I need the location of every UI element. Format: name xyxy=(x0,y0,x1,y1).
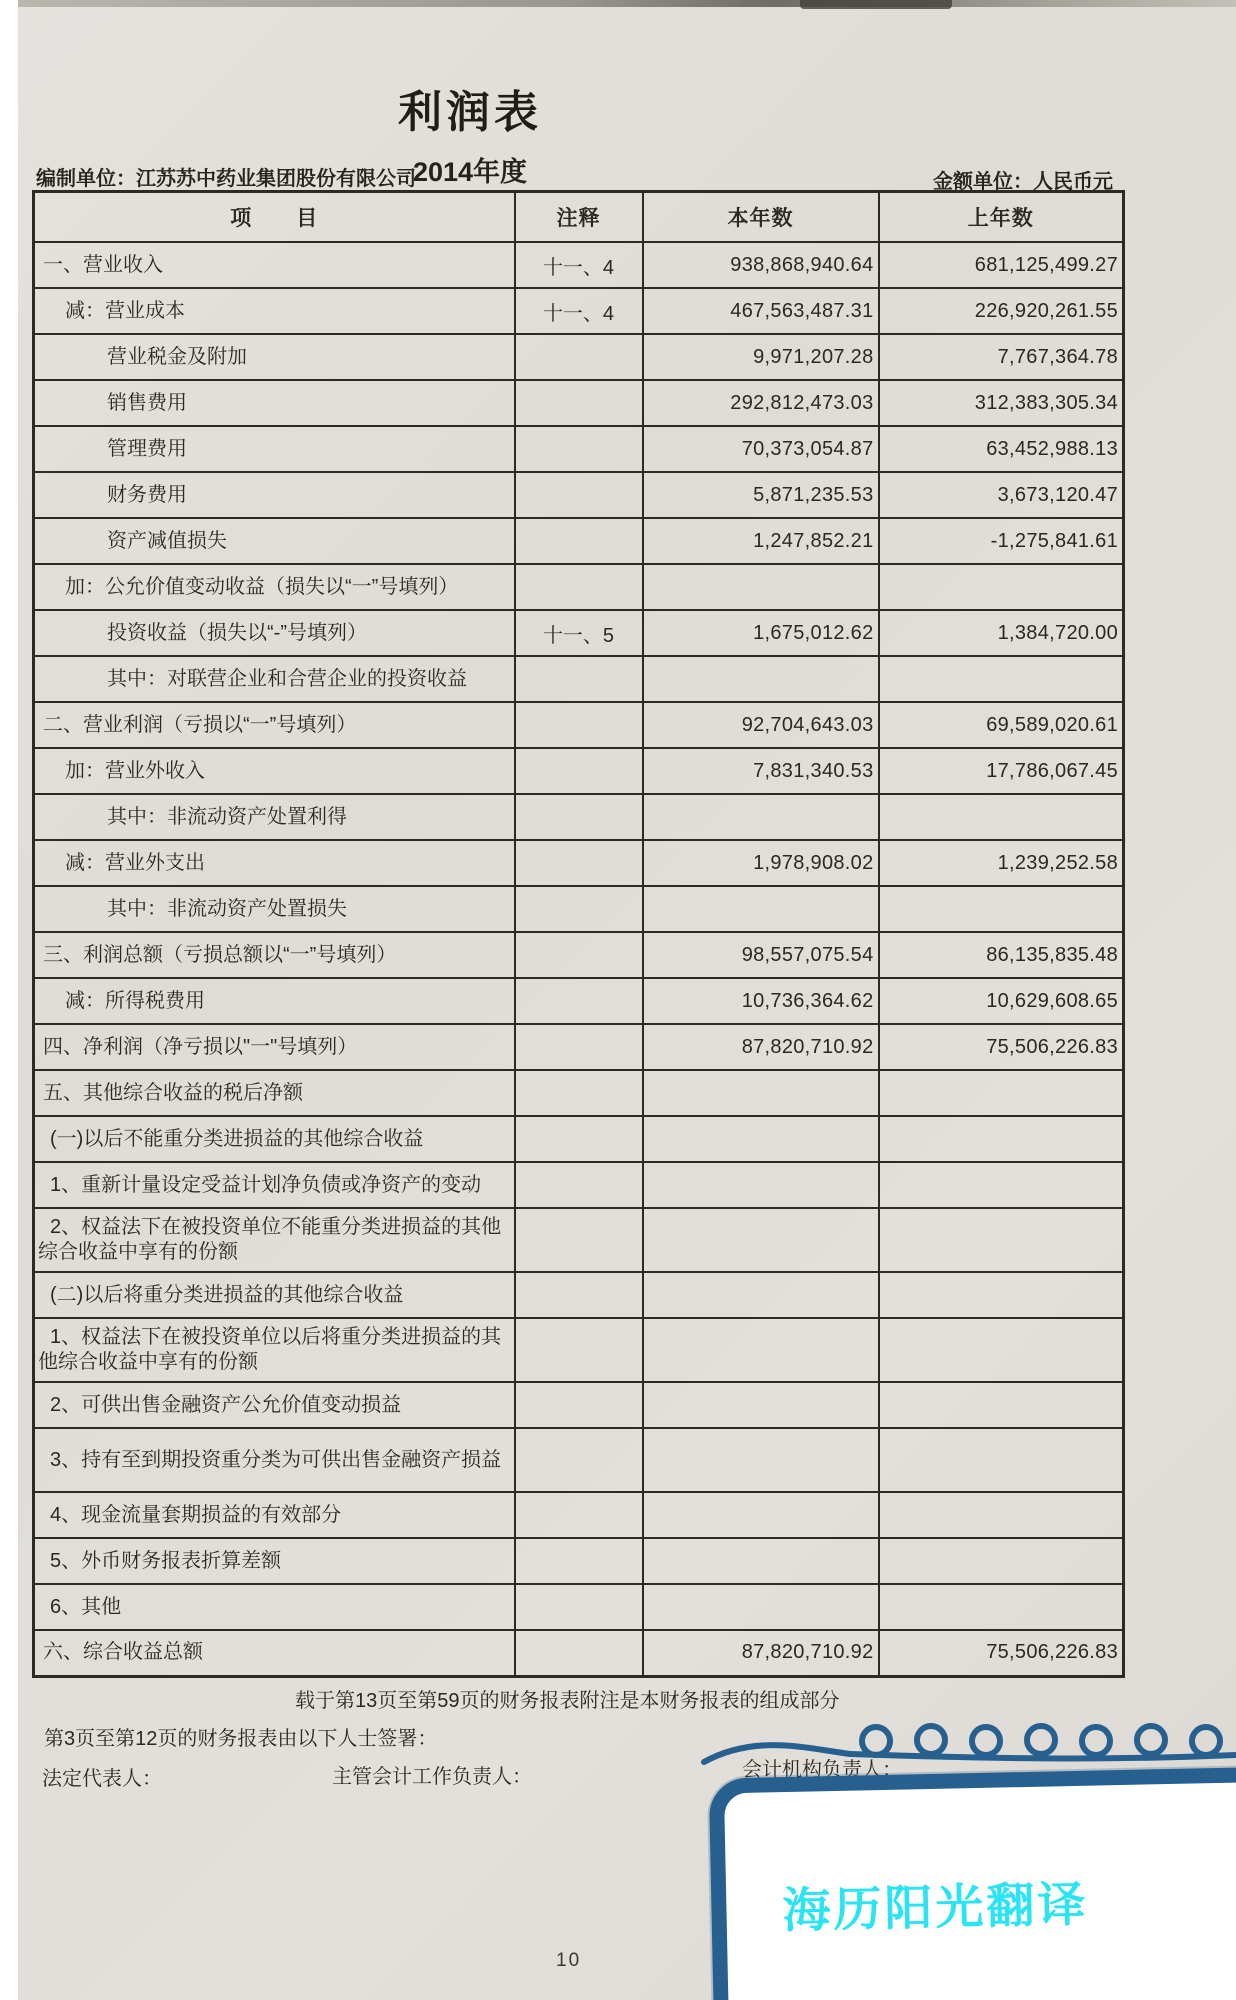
current-year-cell: 1,247,852.21 xyxy=(643,518,879,564)
footnote-attachment: 载于第13页至第59页的财务报表附注是本财务报表的组成部分 xyxy=(295,1690,840,1712)
item-cell: 减：营业外支出 xyxy=(34,840,515,886)
prior-year-cell xyxy=(879,794,1124,840)
note-cell xyxy=(515,564,643,610)
current-year-cell xyxy=(643,1070,879,1116)
translation-stamp-bubble xyxy=(709,1765,1236,2000)
table-row xyxy=(34,978,1124,1024)
prior-year-cell: 1,239,252.58 xyxy=(879,840,1124,886)
item-cell: 销售费用 xyxy=(34,380,515,426)
table-row xyxy=(34,564,1124,610)
current-year-cell xyxy=(643,1162,879,1208)
item-cell: 一、营业收入 xyxy=(34,242,515,288)
table-row xyxy=(34,610,1124,656)
prior-year-cell xyxy=(879,1208,1124,1272)
table-row xyxy=(34,1070,1124,1116)
footnote-signers: 第3页至第12页的财务报表由以下人士签署： xyxy=(44,1728,438,1750)
item-cell: 减：所得税费用 xyxy=(34,978,515,1024)
table-row xyxy=(34,1492,1124,1538)
current-year-cell xyxy=(643,564,879,610)
current-year-cell: 467,563,487.31 xyxy=(643,288,879,334)
table-row xyxy=(34,1272,1124,1318)
table-row xyxy=(34,1162,1124,1208)
current-year-cell xyxy=(643,1318,879,1382)
current-year-cell: 92,704,643.03 xyxy=(643,702,879,748)
note-cell xyxy=(515,1492,643,1538)
prior-year-cell xyxy=(879,1538,1124,1584)
note-cell xyxy=(515,702,643,748)
prior-year-cell xyxy=(879,1382,1124,1428)
note-cell: 十一、5 xyxy=(515,610,643,656)
table-row xyxy=(34,288,1124,334)
table-row xyxy=(34,1584,1124,1630)
item-cell: 管理费用 xyxy=(34,426,515,472)
table-row xyxy=(34,242,1124,288)
table-row xyxy=(34,1208,1124,1272)
table-row xyxy=(34,1116,1124,1162)
prior-year-cell: 75,506,226.83 xyxy=(879,1630,1124,1676)
note-cell xyxy=(515,1272,643,1318)
current-year-cell: 87,820,710.92 xyxy=(643,1630,879,1676)
document-period: 2014年度 xyxy=(412,157,528,187)
note-cell xyxy=(515,334,643,380)
accounting-department-head-label: 会计机构负责人： xyxy=(742,1759,902,1781)
current-year-cell: 87,820,710.92 xyxy=(643,1024,879,1070)
note-cell xyxy=(515,1538,643,1584)
currency-unit: 金额单位：人民币元 xyxy=(933,171,1113,193)
table-row xyxy=(34,794,1124,840)
table-row xyxy=(34,334,1124,380)
table-header-row xyxy=(34,192,1124,243)
item-cell: 三、利润总额（亏损总额以“一”号填列） xyxy=(34,932,515,978)
item-cell: 1、权益法下在被投资单位以后将重分类进损益的其他综合收益中享有的份额 xyxy=(34,1318,515,1382)
prior-year-cell: 17,786,067.45 xyxy=(879,748,1124,794)
prior-year-cell: 3,673,120.47 xyxy=(879,472,1124,518)
prior-year-cell: 63,452,988.13 xyxy=(879,426,1124,472)
table-row xyxy=(34,1318,1124,1382)
prior-year-cell xyxy=(879,1318,1124,1382)
item-cell: 五、其他综合收益的税后净额 xyxy=(34,1070,515,1116)
item-cell: 4、现金流量套期损益的有效部分 xyxy=(34,1492,515,1538)
prior-year-cell xyxy=(879,1070,1124,1116)
item-cell: 其中：非流动资产处置利得 xyxy=(34,794,515,840)
note-cell xyxy=(515,886,643,932)
header-item: 项 目 xyxy=(34,192,515,243)
header-current-year: 本年数 xyxy=(643,192,879,243)
scan-top-edge-mark xyxy=(800,0,952,9)
note-cell xyxy=(515,794,643,840)
item-cell: 营业税金及附加 xyxy=(34,334,515,380)
legal-representative-label: 法定代表人： xyxy=(42,1768,162,1790)
current-year-cell: 1,978,908.02 xyxy=(643,840,879,886)
header-note: 注释 xyxy=(515,192,643,243)
item-cell: 6、其他 xyxy=(34,1584,515,1630)
current-year-cell: 1,675,012.62 xyxy=(643,610,879,656)
table-row xyxy=(34,426,1124,472)
current-year-cell: 7,831,340.53 xyxy=(643,748,879,794)
current-year-cell xyxy=(643,656,879,702)
income-statement-table xyxy=(32,190,1125,1678)
current-year-cell xyxy=(643,1272,879,1318)
prior-year-cell: -1,275,841.61 xyxy=(879,518,1124,564)
note-cell: 十一、4 xyxy=(515,242,643,288)
current-year-cell xyxy=(643,1382,879,1428)
prior-year-cell: 86,135,835.48 xyxy=(879,932,1124,978)
table-row xyxy=(34,1428,1124,1492)
prior-year-cell xyxy=(879,1428,1124,1492)
current-year-cell: 292,812,473.03 xyxy=(643,380,879,426)
table-row xyxy=(34,380,1124,426)
note-cell xyxy=(515,1208,643,1272)
income-statement-body xyxy=(34,242,1124,1676)
table-row xyxy=(34,472,1124,518)
item-cell: 2、可供出售金融资产公允价值变动损益 xyxy=(34,1382,515,1428)
table-row xyxy=(34,748,1124,794)
current-year-cell: 98,557,075.54 xyxy=(643,932,879,978)
table-row xyxy=(34,1024,1124,1070)
item-cell: 其中：对联营企业和合营企业的投资收益 xyxy=(34,656,515,702)
prepared-by: 编制单位：江苏苏中药业集团股份有限公司 xyxy=(36,168,416,190)
table-row xyxy=(34,518,1124,564)
current-year-cell: 10,736,364.62 xyxy=(643,978,879,1024)
current-year-cell xyxy=(643,1208,879,1272)
item-cell: 3、持有至到期投资重分类为可供出售金融资产损益 xyxy=(34,1428,515,1492)
chief-accounting-officer-label: 主管会计工作负责人： xyxy=(332,1766,532,1788)
item-cell: (一)以后不能重分类进损益的其他综合收益 xyxy=(34,1116,515,1162)
current-year-cell: 9,971,207.28 xyxy=(643,334,879,380)
item-cell: 2、权益法下在被投资单位不能重分类进损益的其他综合收益中享有的份额 xyxy=(34,1208,515,1272)
note-cell xyxy=(515,840,643,886)
current-year-cell: 938,868,940.64 xyxy=(643,242,879,288)
translation-stamp-text: 海历阳光翻译 xyxy=(781,1878,1090,1939)
item-cell: 投资收益（损失以“-”号填列） xyxy=(34,610,515,656)
item-cell: 财务费用 xyxy=(34,472,515,518)
current-year-cell xyxy=(643,1428,879,1492)
table-row xyxy=(34,1382,1124,1428)
table-row xyxy=(34,702,1124,748)
item-cell: 四、净利润（净亏损以"一"号填列） xyxy=(34,1024,515,1070)
prior-year-cell xyxy=(879,1272,1124,1318)
note-cell xyxy=(515,426,643,472)
table-row xyxy=(34,840,1124,886)
note-cell xyxy=(515,1382,643,1428)
note-cell xyxy=(515,978,643,1024)
note-cell xyxy=(515,748,643,794)
current-year-cell xyxy=(643,886,879,932)
document-title: 利润表 xyxy=(398,88,542,137)
item-cell: 二、营业利润（亏损以“一”号填列） xyxy=(34,702,515,748)
prior-year-cell: 10,629,608.65 xyxy=(879,978,1124,1024)
item-cell: 六、综合收益总额 xyxy=(34,1630,515,1676)
prior-year-cell xyxy=(879,1492,1124,1538)
prior-year-cell: 681,125,499.27 xyxy=(879,242,1124,288)
current-year-cell: 5,871,235.53 xyxy=(643,472,879,518)
prior-year-cell xyxy=(879,1116,1124,1162)
note-cell xyxy=(515,1630,643,1676)
current-year-cell: 70,373,054.87 xyxy=(643,426,879,472)
note-cell xyxy=(515,518,643,564)
page-number: 10 xyxy=(556,1950,582,1971)
doodle-curl-icon xyxy=(700,1714,1236,1774)
item-cell: 资产减值损失 xyxy=(34,518,515,564)
note-cell: 十一、4 xyxy=(515,288,643,334)
scan-top-edge-shadow xyxy=(18,0,1236,7)
prior-year-cell xyxy=(879,564,1124,610)
item-cell: 1、重新计量设定受益计划净负债或净资产的变动 xyxy=(34,1162,515,1208)
item-cell: 5、外币财务报表折算差额 xyxy=(34,1538,515,1584)
item-cell: 其中：非流动资产处置损失 xyxy=(34,886,515,932)
note-cell xyxy=(515,1584,643,1630)
table-row xyxy=(34,932,1124,978)
note-cell xyxy=(515,1318,643,1382)
note-cell xyxy=(515,656,643,702)
note-cell xyxy=(515,1116,643,1162)
prior-year-cell xyxy=(879,656,1124,702)
current-year-cell xyxy=(643,1492,879,1538)
note-cell xyxy=(515,932,643,978)
current-year-cell xyxy=(643,794,879,840)
note-cell xyxy=(515,472,643,518)
note-cell xyxy=(515,1024,643,1070)
prior-year-cell: 7,767,364.78 xyxy=(879,334,1124,380)
item-cell: (二)以后将重分类进损益的其他综合收益 xyxy=(34,1272,515,1318)
note-cell xyxy=(515,1162,643,1208)
item-cell: 加：公允价值变动收益（损失以“一”号填列） xyxy=(34,564,515,610)
current-year-cell xyxy=(643,1538,879,1584)
prior-year-cell xyxy=(879,1584,1124,1630)
table-row xyxy=(34,886,1124,932)
note-cell xyxy=(515,1070,643,1116)
prior-year-cell: 75,506,226.83 xyxy=(879,1024,1124,1070)
table-row xyxy=(34,1538,1124,1584)
item-cell: 加：营业外收入 xyxy=(34,748,515,794)
current-year-cell xyxy=(643,1584,879,1630)
table-row xyxy=(34,1630,1124,1676)
prior-year-cell xyxy=(879,1162,1124,1208)
current-year-cell xyxy=(643,1116,879,1162)
prior-year-cell: 1,384,720.00 xyxy=(879,610,1124,656)
prior-year-cell: 69,589,020.61 xyxy=(879,702,1124,748)
note-cell xyxy=(515,1428,643,1492)
item-cell: 减：营业成本 xyxy=(34,288,515,334)
note-cell xyxy=(515,380,643,426)
prior-year-cell: 226,920,261.55 xyxy=(879,288,1124,334)
prior-year-cell xyxy=(879,886,1124,932)
table-row xyxy=(34,656,1124,702)
prior-year-cell: 312,383,305.34 xyxy=(879,380,1124,426)
header-prior-year: 上年数 xyxy=(879,192,1124,243)
